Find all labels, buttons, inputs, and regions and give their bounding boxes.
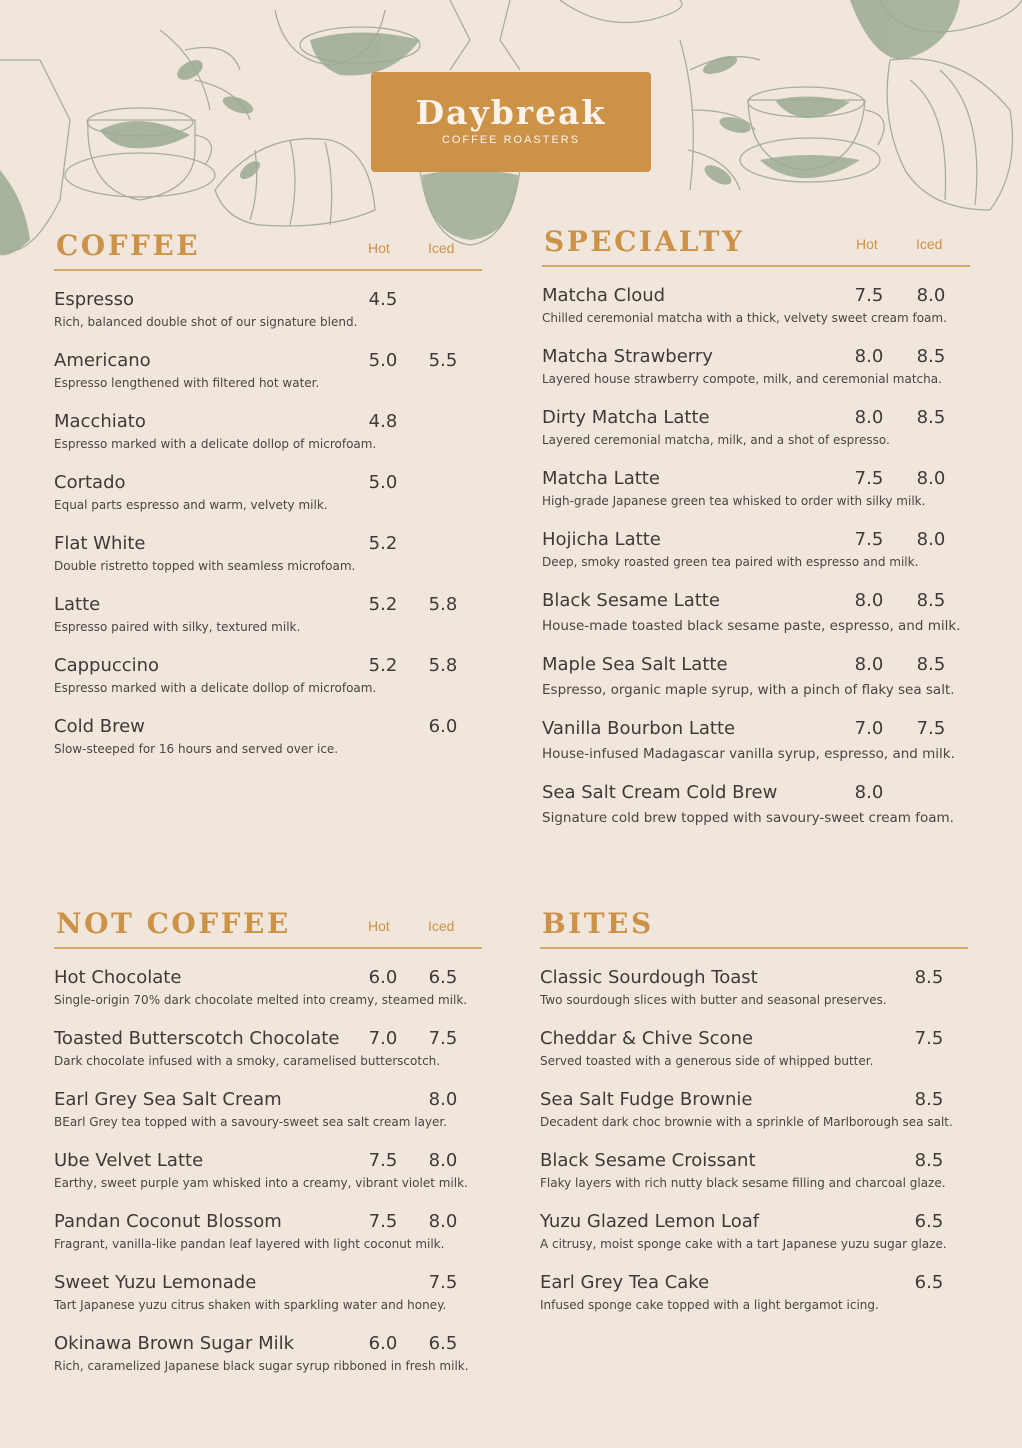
- hot-price: 7.5: [854, 468, 884, 489]
- item-name: Cortado: [54, 472, 126, 493]
- hot-price: 8.0: [854, 407, 884, 428]
- menu-item: [542, 590, 970, 654]
- item-name: Sweet Yuzu Lemonade: [54, 1272, 257, 1293]
- item-price: 6.5: [914, 1211, 944, 1232]
- item-name: Vanilla Bourbon Latte: [542, 718, 736, 739]
- item-name: Americano: [54, 350, 151, 371]
- brand-name: Daybreak: [415, 93, 607, 132]
- iced-price: 8.5: [916, 654, 946, 675]
- hot-price: 6.0: [368, 1333, 398, 1354]
- section-header: [54, 228, 482, 272]
- menu-item: [54, 533, 482, 594]
- hot-price: 7.0: [368, 1028, 398, 1049]
- brand-subtitle: COFFEE ROASTERS: [441, 134, 581, 146]
- menu-item: [542, 468, 970, 529]
- item-name: Pandan Coconut Blossom: [54, 1211, 282, 1232]
- iced-price: 8.0: [428, 1211, 458, 1232]
- menu-item: [540, 1272, 968, 1333]
- menu-item: [54, 655, 482, 716]
- menu-item: [542, 782, 970, 846]
- item-name: Matcha Latte: [542, 468, 660, 489]
- iced-price: 5.8: [428, 655, 458, 676]
- iced-price: 6.5: [428, 1333, 458, 1354]
- item-description: House-made toasted black sesame paste, espresso, and milk.: [542, 618, 961, 634]
- hot-price: 5.0: [368, 472, 398, 493]
- hot-price: 7.5: [368, 1150, 398, 1171]
- menu-item: [54, 1089, 482, 1150]
- menu-item: [542, 407, 970, 468]
- item-description: Espresso paired with silky, textured milk.: [54, 620, 301, 634]
- item-description: Decadent dark choc brownie with a sprinkle of Marlborough sea salt.: [540, 1115, 953, 1129]
- item-description: Fragrant, vanilla-like pandan leaf layered with light coconut milk.: [54, 1237, 445, 1251]
- menu-item: [542, 346, 970, 407]
- hot-price: 4.5: [368, 289, 398, 310]
- item-description: Served toasted with a generous side of whipped butter.: [540, 1054, 874, 1068]
- item-name: Cheddar & Chive Scone: [540, 1028, 754, 1049]
- iced-column-label: Iced: [428, 918, 455, 934]
- menu-item: [542, 654, 970, 718]
- item-name: Black Sesame Croissant: [540, 1150, 756, 1171]
- item-description: Single-origin 70% dark chocolate melted into creamy, steamed milk.: [54, 993, 468, 1007]
- item-name: Earl Grey Sea Salt Cream: [54, 1089, 282, 1110]
- iced-price: 6.5: [428, 967, 458, 988]
- hot-price: 7.5: [368, 1211, 398, 1232]
- section-divider: [54, 269, 482, 271]
- item-description: Signature cold brew topped with savoury-sweet cream foam.: [542, 810, 954, 826]
- item-description: House-infused Madagascar vanilla syrup, espresso, and milk.: [542, 746, 955, 762]
- iced-price: 8.0: [916, 468, 946, 489]
- item-description: Espresso marked with a delicate dollop of microfoam.: [54, 437, 377, 451]
- hot-price: 5.2: [368, 533, 398, 554]
- item-name: Matcha Cloud: [542, 285, 666, 306]
- hot-price: 7.5: [854, 529, 884, 550]
- menu-item: [54, 289, 482, 350]
- menu-item: [540, 1028, 968, 1089]
- section-header: [540, 906, 968, 950]
- item-name: Sea Salt Fudge Brownie: [540, 1089, 753, 1110]
- menu-item: [54, 1150, 482, 1211]
- item-description: A citrusy, moist sponge cake with a tart Japanese yuzu sugar glaze.: [540, 1237, 947, 1251]
- section-header: [54, 906, 482, 950]
- iced-price: 8.5: [916, 346, 946, 367]
- menu-item: [542, 718, 970, 782]
- item-description: Espresso, organic maple syrup, with a pinch of flaky sea salt.: [542, 682, 955, 698]
- item-description: Espresso marked with a delicate dollop of microfoam.: [54, 681, 377, 695]
- not-coffee-section: [54, 906, 482, 1373]
- menu-item: [542, 529, 970, 590]
- item-description: BEarl Grey tea topped with a savoury-sweet sea salt cream layer.: [54, 1115, 448, 1129]
- item-description: High-grade Japanese green tea whisked to order with silky milk.: [542, 494, 926, 508]
- section-title: COFFEE: [56, 229, 201, 262]
- item-name: Cold Brew: [54, 716, 145, 737]
- item-name: Classic Sourdough Toast: [540, 967, 758, 988]
- hot-price: 4.8: [368, 411, 398, 432]
- menu-item: [54, 1028, 482, 1089]
- iced-column-label: Iced: [916, 236, 943, 252]
- item-description: Double ristretto topped with seamless microfoam.: [54, 559, 356, 573]
- item-price: 8.5: [914, 1089, 944, 1110]
- item-price: 8.5: [914, 967, 944, 988]
- bites-section: [540, 906, 968, 1312]
- menu-item: [54, 1333, 482, 1394]
- item-name: Hojicha Latte: [542, 529, 661, 550]
- item-name: Yuzu Glazed Lemon Loaf: [540, 1211, 760, 1232]
- hot-price: 8.0: [854, 346, 884, 367]
- iced-column-label: Iced: [428, 240, 455, 256]
- item-description: Layered ceremonial matcha, milk, and a shot of espresso.: [542, 433, 890, 447]
- hot-price: 6.0: [368, 967, 398, 988]
- item-description: Two sourdough slices with butter and seasonal preserves.: [540, 993, 887, 1007]
- menu-item: [540, 1211, 968, 1272]
- brand-logo: [371, 72, 651, 172]
- section-header: [542, 224, 970, 268]
- item-description: Infused sponge cake topped with a light bergamot icing.: [540, 1298, 879, 1312]
- item-description: Rich, caramelized Japanese black sugar syrup ribboned in fresh milk.: [54, 1359, 469, 1373]
- section-title: NOT COFFEE: [56, 907, 291, 940]
- item-description: Flaky layers with rich nutty black sesame filling and charcoal glaze.: [540, 1176, 946, 1190]
- iced-price: 7.5: [428, 1028, 458, 1049]
- section-divider: [540, 947, 968, 949]
- item-name: Black Sesame Latte: [542, 590, 720, 611]
- hot-price: 5.2: [368, 594, 398, 615]
- item-name: Latte: [54, 594, 101, 615]
- specialty-section: [542, 224, 970, 826]
- menu-item: [54, 350, 482, 411]
- hot-column-label: Hot: [368, 240, 390, 256]
- item-description: Equal parts espresso and warm, velvety milk.: [54, 498, 328, 512]
- item-name: Hot Chocolate: [54, 967, 182, 988]
- item-description: Chilled ceremonial matcha with a thick, velvety sweet cream foam.: [542, 311, 947, 325]
- menu-item: [542, 285, 970, 346]
- item-name: Macchiato: [54, 411, 146, 432]
- item-price: 6.5: [914, 1272, 944, 1293]
- hot-price: 8.0: [854, 590, 884, 611]
- menu-item: [54, 472, 482, 533]
- menu-item: [54, 1211, 482, 1272]
- item-description: Deep, smoky roasted green tea paired with espresso and milk.: [542, 555, 919, 569]
- hot-price: 7.5: [854, 285, 884, 306]
- iced-price: 8.0: [916, 529, 946, 550]
- item-name: Flat White: [54, 533, 146, 554]
- menu-item: [540, 1150, 968, 1211]
- item-description: Espresso lengthened with filtered hot water.: [54, 376, 320, 390]
- iced-price: 8.5: [916, 407, 946, 428]
- item-name: Dirty Matcha Latte: [542, 407, 710, 428]
- iced-price: 7.5: [916, 718, 946, 739]
- item-description: Rich, balanced double shot of our signature blend.: [54, 315, 358, 329]
- iced-price: 8.0: [428, 1089, 458, 1110]
- iced-price: 8.0: [428, 1150, 458, 1171]
- section-title: SPECIALTY: [544, 225, 745, 258]
- hot-column-label: Hot: [856, 236, 878, 252]
- item-name: Toasted Butterscotch Chocolate: [54, 1028, 340, 1049]
- menu-item: [540, 967, 968, 1028]
- coffee-section: [54, 228, 482, 756]
- menu-item: [54, 411, 482, 472]
- section-divider: [54, 947, 482, 949]
- hot-column-label: Hot: [368, 918, 390, 934]
- item-price: 8.5: [914, 1150, 944, 1171]
- hot-price: 5.0: [368, 350, 398, 371]
- item-description: Layered house strawberry compote, milk, and ceremonial matcha.: [542, 372, 942, 386]
- menu-item: [54, 1272, 482, 1333]
- hot-price: 7.0: [854, 718, 884, 739]
- iced-price: 5.5: [428, 350, 458, 371]
- item-name: Cappuccino: [54, 655, 160, 676]
- item-name: Maple Sea Salt Latte: [542, 654, 728, 675]
- menu-item: [54, 967, 482, 1028]
- hot-price: 8.0: [854, 782, 884, 803]
- item-name: Espresso: [54, 289, 135, 310]
- item-description: Earthy, sweet purple yam whisked into a creamy, vibrant violet milk.: [54, 1176, 468, 1190]
- item-name: Sea Salt Cream Cold Brew: [542, 782, 778, 803]
- item-name: Ube Velvet Latte: [54, 1150, 204, 1171]
- iced-price: 8.5: [916, 590, 946, 611]
- iced-price: 8.0: [916, 285, 946, 306]
- item-price: 7.5: [914, 1028, 944, 1049]
- item-description: Dark chocolate infused with a smoky, caramelised butterscotch.: [54, 1054, 441, 1068]
- item-description: Slow-steeped for 16 hours and served over ice.: [54, 742, 339, 756]
- hot-price: 8.0: [854, 654, 884, 675]
- item-description: Tart Japanese yuzu citrus shaken with sparkling water and honey.: [54, 1298, 447, 1312]
- item-name: Earl Grey Tea Cake: [540, 1272, 710, 1293]
- section-divider: [542, 265, 970, 267]
- item-name: Matcha Strawberry: [542, 346, 713, 367]
- menu-item: [540, 1089, 968, 1150]
- section-title: BITES: [542, 907, 654, 940]
- iced-price: 6.0: [428, 716, 458, 737]
- iced-price: 5.8: [428, 594, 458, 615]
- menu-item: [54, 594, 482, 655]
- item-name: Okinawa Brown Sugar Milk: [54, 1333, 295, 1354]
- hot-price: 5.2: [368, 655, 398, 676]
- menu-item: [54, 716, 482, 777]
- iced-price: 7.5: [428, 1272, 458, 1293]
